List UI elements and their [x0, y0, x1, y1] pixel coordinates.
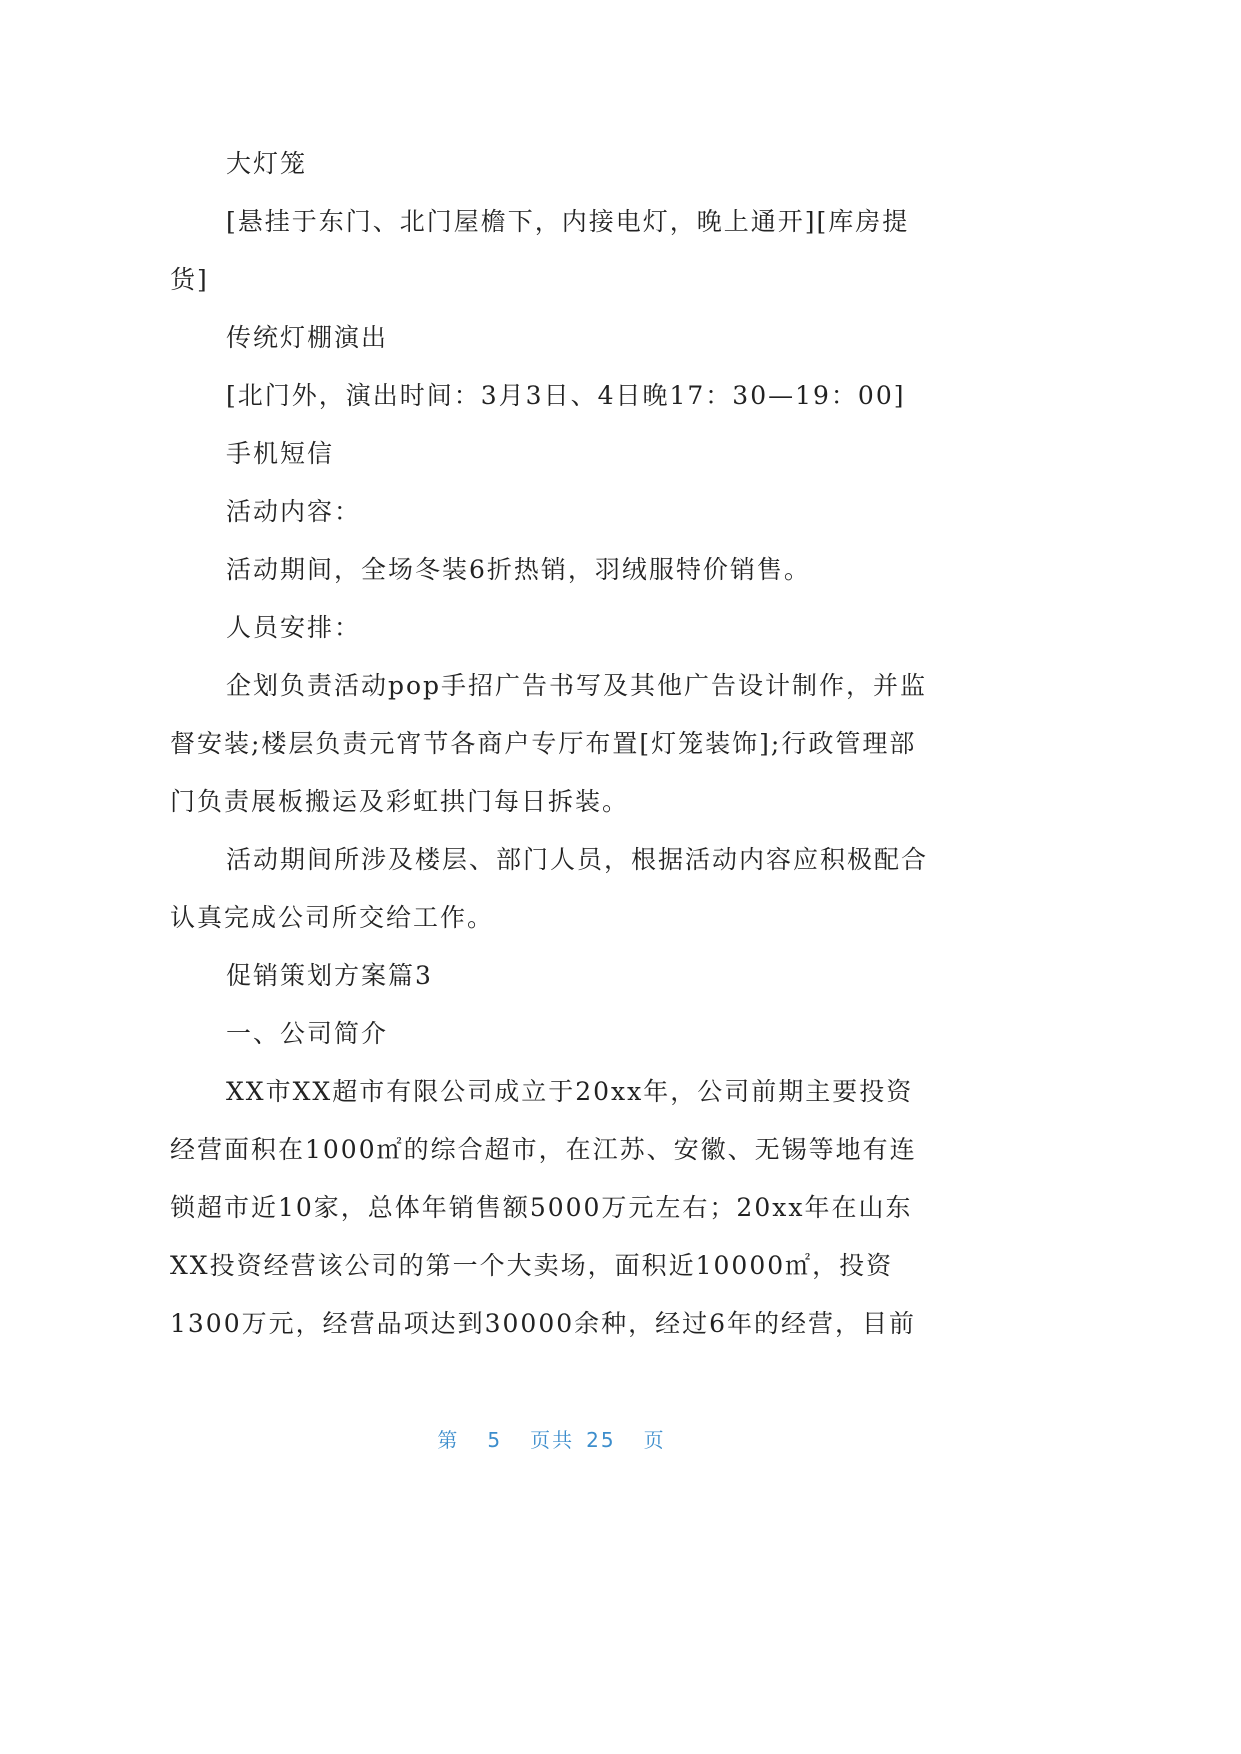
paragraph: 人员安排： [226, 613, 362, 642]
paragraph: XX市XX超市有限公司成立于20xx年，公司前期主要投资经营面积在1000㎡的综合超市，在江苏、安徽、无锡等地有连锁超市近10家，总体年销售额5000万元左右；20xx年在山东XX投资经营该公司的第一个大卖场，面积近10000㎡，投资1300万元，经营品项达到30000余种，经过6年的经营，目前 [170, 1077, 917, 1338]
paragraph: 手机短信 [226, 439, 335, 468]
paragraph: 活动期间所涉及楼层、部门人员，根据活动内容应积极配合认真完成公司所交给工作。 [170, 845, 929, 932]
paragraph: 大灯笼 [226, 149, 308, 178]
paragraph: 传统灯棚演出 [226, 323, 389, 352]
section-heading: 促销策划方案篇3 [226, 961, 433, 990]
subsection-heading: 一、公司简介 [226, 1019, 389, 1048]
total-pages-number: 25 [586, 1428, 616, 1452]
paragraph: 企划负责活动pop手招广告书写及其他广告设计制作，并监督安装;楼层负责元宵节各商户专厅布置[灯笼装饰];行政管理部门负责展板搬运及彩虹拱门每日拆装。 [170, 671, 928, 816]
footer-suffix: 页 [643, 1428, 666, 1452]
document-body [170, 135, 930, 1353]
paragraph: 活动期间，全场冬装6折热销，羽绒服特价销售。 [226, 555, 811, 584]
current-page-number: 5 [487, 1428, 503, 1452]
page-number-footer [0, 1424, 1103, 1453]
paragraph: 活动内容： [226, 497, 362, 526]
paragraph: [北门外，演出时间：3月3日、4日晚17：30—19：00] [226, 381, 906, 410]
paragraph: [悬挂于东门、北门屋檐下，内接电灯，晚上通开][库房提货] [170, 207, 910, 294]
footer-middle: 页共 [530, 1428, 575, 1452]
footer-prefix: 第 [437, 1428, 460, 1452]
